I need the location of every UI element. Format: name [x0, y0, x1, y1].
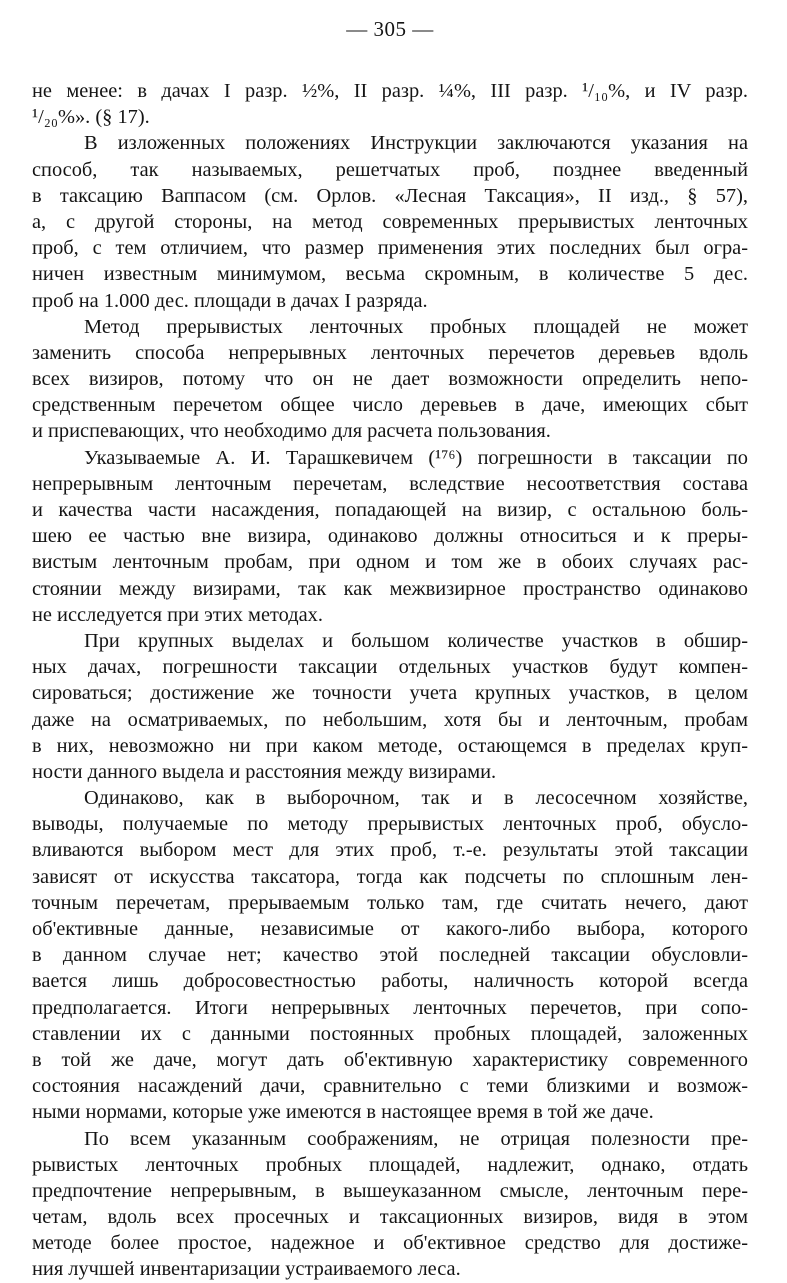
text-line: сироваться; достижение же точности учета крупных участков, в целом — [32, 682, 748, 705]
text-line: ности данного выдела и расстояния между визирами. — [32, 760, 497, 783]
text-line: и качества части насаждения, попадающей на визир, с остальною боль- — [32, 499, 748, 521]
text-line: ных дачах, погрешности таксации отдельных участков будут компен- — [32, 656, 748, 679]
text-line: стоянии между визирами, так как межвизирное пространство одинаково — [32, 577, 748, 600]
text-line: способ, так называемых, решетчатых проб, позднее введенный — [32, 158, 748, 181]
text-line: заменить способа непрерывных ленточных перечетов деревьев вдоль — [32, 341, 748, 364]
book-page — [32, 14, 748, 1283]
text-line: шею ее частью вне визира, одинаково должны относиться и к преры- — [32, 525, 748, 548]
text-line: вается лишь добросовестностью работы, наличность которой всегда — [32, 970, 748, 993]
paragraph — [32, 130, 748, 313]
text-line: зависят от искусства таксатора, тогда как подсчеты по сплошным лен- — [32, 865, 748, 888]
text-line: ными нормами, которые уже имеются в настоящее время в той же даче. — [32, 1101, 654, 1124]
text-line: ставлении их с данными постоянных пробных площадей, заложенных — [32, 1022, 748, 1045]
text-line: в данном случае нет; качество этой последней таксации обусловли- — [32, 944, 748, 967]
text-line: в них, невозможно ни при каком методе, остающемся в пределах круп- — [32, 734, 748, 757]
text-line: выводы, получаемые по методу прерывистых ленточных проб, обусло- — [32, 813, 748, 836]
text-line: проб, с тем отличием, что размер применения этих последних был огра- — [32, 237, 748, 260]
paragraph — [32, 785, 748, 1125]
text-line: и приспевающих, что необходимо для расчета пользования. — [32, 420, 551, 443]
text-line: Метод прерывистых ленточных пробных площадей не может — [84, 315, 748, 338]
text-line: точным перечетам, прерываемым только там, где считать нечего, дают — [32, 891, 748, 914]
text-line: ния лучшей инвентаризации устраиваемого леса. — [32, 1258, 461, 1281]
text-line: В изложенных положениях Инструкции заключаются указания на — [84, 132, 748, 155]
text-line: Указываемые А. И. Тарашкевичем (¹⁷⁶) погрешности в таксации по — [84, 446, 748, 469]
text-line: непрерывным ленточным перечетам, вследствие несоответствия состава — [32, 472, 748, 495]
text-line: предпочтение непрерывным, в вышеуказанном смысле, ленточным пере- — [32, 1179, 748, 1202]
text-line: проб на 1.000 дес. площади в дачах I разряда. — [32, 289, 428, 312]
text-line: состояния насаждений дачи, сравнительно с теми близкими и возмож- — [32, 1075, 748, 1098]
text-line: всех визиров, потому что он не дает возможности определить непо- — [32, 368, 748, 391]
page-header — [32, 14, 748, 44]
text-line: средственным перечетом общее число деревьев в даче, имеющих сбыт — [32, 394, 748, 417]
paragraph — [32, 314, 748, 445]
text-line: в таксацию Ваппасом (см. Орлов. «Лесная Таксация», II изд., § 57), — [32, 184, 748, 207]
text-line: рывистых ленточных пробных площадей, надлежит, однако, отдать — [32, 1153, 748, 1176]
text-line: ¹/₂₀%». (§ 17). — [32, 106, 150, 129]
text-line: По всем указанным соображениям, не отрицая полезности пре- — [84, 1127, 748, 1150]
paragraph — [32, 1126, 748, 1283]
text-line: предполагается. Итоги непрерывных ленточных перечетов, при сопо- — [32, 996, 748, 1019]
text-line: а, с другой стороны, на метод современных прерывистых ленточных — [32, 210, 748, 233]
text-line: При крупных выделах и большом количестве участков в обшир- — [84, 629, 748, 652]
text-line: об'ективные данные, независимые от какого-либо выбора, которого — [32, 918, 748, 940]
text-line: вливаются выбором мест для этих проб, т.-е. результаты этой таксации — [32, 839, 748, 862]
text-line: в той же даче, могут дать об'ективную характеристику современного — [32, 1048, 748, 1071]
text-line: не исследуется при этих методах. — [32, 603, 323, 626]
text-line: четам, вдоль всех просечных и таксационных визиров, видя в этом — [32, 1206, 748, 1229]
text-line: не менее: в дачах I разр. ½%, II разр. ¼%, III разр. ¹/₁₀%, и IV разр. — [32, 80, 748, 102]
page-body — [32, 78, 748, 1283]
text-line: даже на осматриваемых, по небольшим, хотя бы и ленточным, пробам — [32, 708, 748, 731]
text-line: методе более простое, надежное и об'ективное средство для достиже- — [32, 1232, 748, 1255]
paragraph — [32, 78, 748, 130]
paragraph — [32, 628, 748, 785]
text-line: вистым ленточным пробам, при одном и том же в обоих случаях рас- — [32, 551, 748, 574]
text-line: Одинаково, как в выборочном, так и в лесосечном хозяйстве, — [84, 787, 748, 810]
page-number: — 305 — — [346, 17, 434, 41]
text-line: ничен известным минимумом, весьма скромным, в количестве 5 дес. — [32, 263, 748, 286]
paragraph — [32, 445, 748, 628]
